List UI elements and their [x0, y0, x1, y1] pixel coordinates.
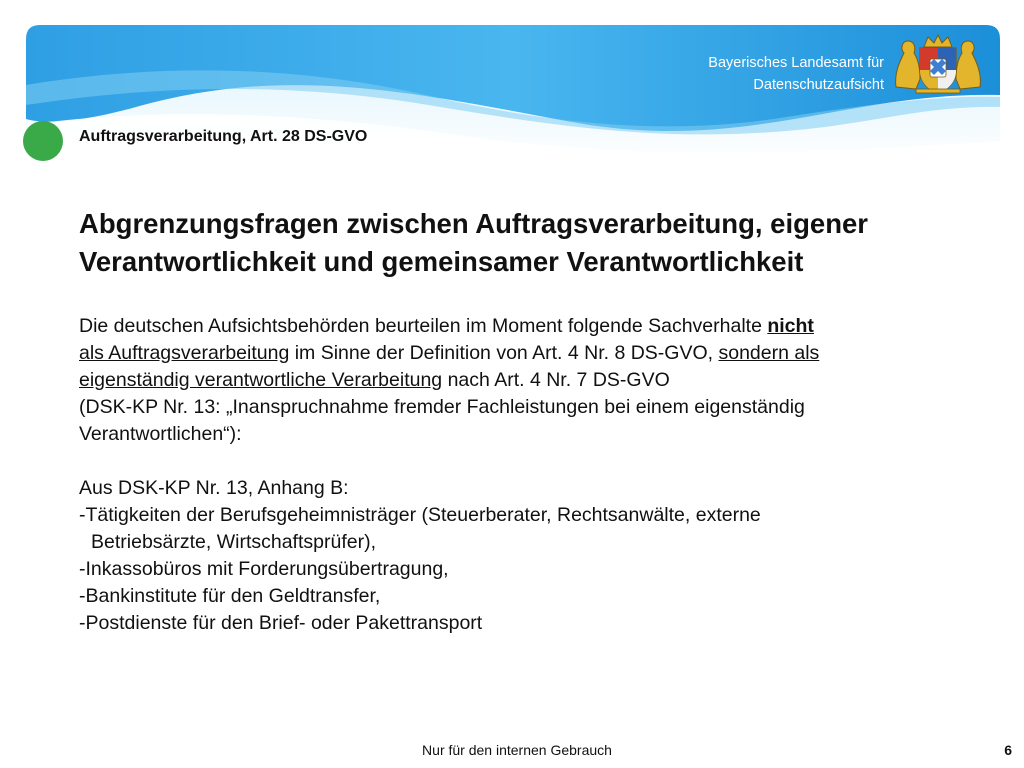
emphasis-eigenstaendig: eigenständig verantwortliche Verarbeitung — [79, 369, 443, 391]
body-line-5: Verantwortlichen“): — [79, 423, 242, 445]
list-item: -Postdienste für den Brief- oder Pakettransport — [79, 612, 483, 634]
slide-heading — [79, 205, 999, 281]
body-line-4: (DSK-KP Nr. 13: „Inanspruchnahme fremder Fachleistungen bei einem eigenständig — [79, 396, 805, 418]
body-line-1 — [79, 313, 979, 340]
body-line-3 — [79, 367, 979, 394]
page-number: 6 — [1004, 742, 1012, 758]
emphasis-nicht: nicht — [767, 315, 814, 337]
list-item: -Bankinstitute für den Geldtransfer, — [79, 585, 381, 607]
bavarian-coat-of-arms-icon — [890, 33, 986, 95]
body-text: im Sinne der Definition von Art. 4 Nr. 8 DS-GVO, — [289, 342, 719, 364]
section-marker-dot — [23, 121, 63, 161]
list-item: -Inkassobüros mit Forderungsübertragung, — [79, 558, 449, 580]
heading-line-1: Abgrenzungsfragen zwischen Auftragsverarbeitung, eigener — [79, 208, 868, 239]
body-line-2 — [79, 340, 979, 367]
slide-body — [79, 313, 979, 637]
footer — [0, 742, 1024, 762]
agency-line-1: Bayerisches Landesamt für — [708, 55, 884, 71]
body-text: nach Art. 4 Nr. 7 DS-GVO — [442, 369, 670, 391]
list-item-continuation: Betriebsärzte, Wirtschaftsprüfer), — [91, 531, 376, 553]
section-title: Auftragsverarbeitung, Art. 28 DS-GVO — [79, 128, 368, 145]
body-text: Die deutschen Aufsichtsbehörden beurteilen im Moment folgende Sachverhalte — [79, 315, 768, 337]
list-item: -Tätigkeiten der Berufsgeheimnisträger (Steuerberater, Rechtsanwälte, externe — [79, 504, 761, 526]
footer-note: Nur für den internen Gebrauch — [422, 742, 612, 758]
heading-line-2: Verantwortlichkeit und gemeinsamer Verantwortlichkeit — [79, 246, 804, 277]
emphasis-sondern-als: sondern als — [718, 342, 820, 364]
agency-line-2: Datenschutzaufsicht — [753, 77, 884, 93]
list-intro: Aus DSK-KP Nr. 13, Anhang B: — [79, 477, 349, 499]
agency-name — [708, 52, 884, 96]
emphasis-auftragsverarbeitung: als Auftragsverarbeitung — [79, 342, 290, 364]
